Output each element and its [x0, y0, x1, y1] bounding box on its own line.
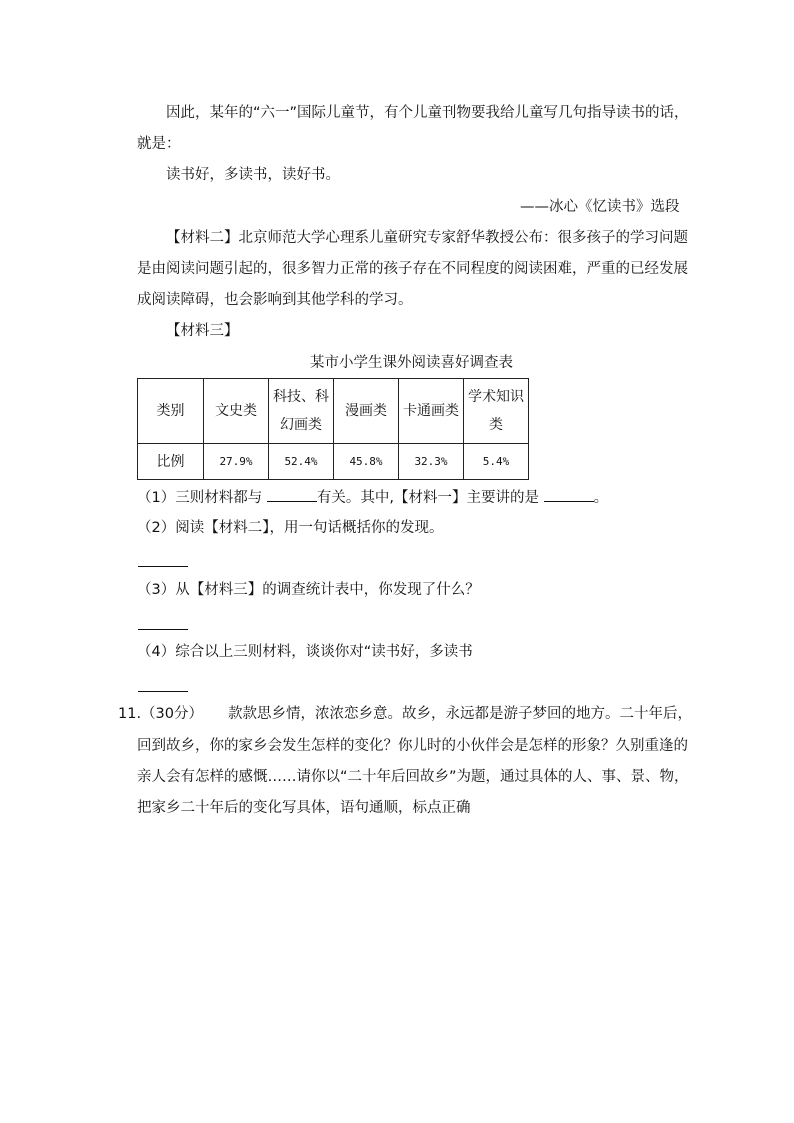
survey-ratio-cell: 45.8%: [334, 444, 399, 480]
survey-category-cell: [464, 379, 529, 444]
answer-blank-4[interactable]: [138, 690, 188, 692]
survey-category-line1: 文史类: [215, 403, 257, 419]
question-1: [137, 486, 608, 508]
survey-category-line1: 科技、科: [273, 389, 329, 405]
answer-blank-3[interactable]: [138, 628, 188, 630]
question-11-line1: 款款思乡情，浓浓恋乡意。故乡，永远都是游子梦回的地方。二十年后，: [228, 706, 692, 722]
question-11-line2: 回到故乡，你的家乡会发生怎样的变化？你儿时的小伙伴会是怎样的形象？久别重逢的: [137, 738, 688, 754]
question-2: （2）阅读【材料二】，用一句话概括你的发现。: [137, 520, 444, 536]
survey-row-label: 比例: [138, 444, 204, 480]
survey-category-cell: [204, 379, 269, 444]
survey-category-line1: 漫画类: [345, 403, 387, 419]
material1-quote: 读书好，多读书，读好书。: [166, 167, 340, 183]
survey-category-line2: 幻画类: [280, 417, 322, 433]
survey-ratio-cell: 27.9%: [204, 444, 269, 480]
material1-paragraph-line2: 就是：: [137, 136, 181, 152]
survey-ratio-cell: 32.3%: [399, 444, 464, 480]
question-11-line4: 把家乡二十年后的变化写具体，语句通顺，标点正确: [137, 800, 471, 816]
material2-line2: 是由阅读问题引起的，很多智力正常的孩子存在不同程度的阅读困难，严重的已经发展: [137, 261, 688, 277]
survey-ratio-cell: 52.4%: [269, 444, 334, 480]
material1-paragraph-line1: 因此，某年的“六一”国际儿童节，有个儿童刊物要我给儿童写几句指导读书的话，: [166, 105, 689, 121]
survey-category-line1: 学术知识: [468, 389, 524, 405]
survey-table-ratio-row: [138, 444, 529, 480]
survey-ratio-cell: 5.4%: [464, 444, 529, 480]
material1-source: ——冰心《忆读书》选段: [520, 199, 680, 215]
material2-line1: 【材料二】北京师范大学心理系儿童研究专家舒华教授公布：很多孩子的学习问题: [166, 230, 688, 246]
survey-category-line1: 卡通画类: [403, 403, 459, 419]
survey-table: [137, 378, 529, 480]
survey-category-line2: 类: [489, 417, 503, 433]
answer-blank-2[interactable]: [138, 565, 188, 567]
question-3: （3）从【材料三】的调查统计表中，你发现了什么？: [137, 582, 480, 598]
question-11-line3: 亲人会有怎样的感慨……请你以“二十年后回故乡”为题，通过具体的人、事、景、物，: [137, 769, 689, 785]
question-11-number: 11.（30分）: [118, 706, 204, 722]
question-1-part-b: 有关。其中,【材料一】主要讲的是: [316, 490, 539, 506]
answer-blank-1b[interactable]: [544, 486, 594, 502]
material3-label: 【材料三】: [166, 323, 239, 339]
survey-category-cell: [399, 379, 464, 444]
question-4: （4）综合以上三则材料，谈谈你对“读书好，多读书: [137, 644, 473, 660]
survey-table-header-row: [138, 379, 529, 444]
survey-category-cell: [334, 379, 399, 444]
survey-header-label: 类别: [138, 379, 204, 444]
survey-category-cell: [269, 379, 334, 444]
answer-blank-1a[interactable]: [267, 486, 317, 502]
material2-line3: 成阅读障碍，也会影响到其他学科的学习。: [137, 292, 413, 308]
question-1-part-a: （1）三则材料都与: [137, 490, 263, 506]
survey-table-title: 某市小学生课外阅读喜好调查表: [310, 355, 513, 371]
question-1-part-c: 。: [593, 490, 609, 506]
